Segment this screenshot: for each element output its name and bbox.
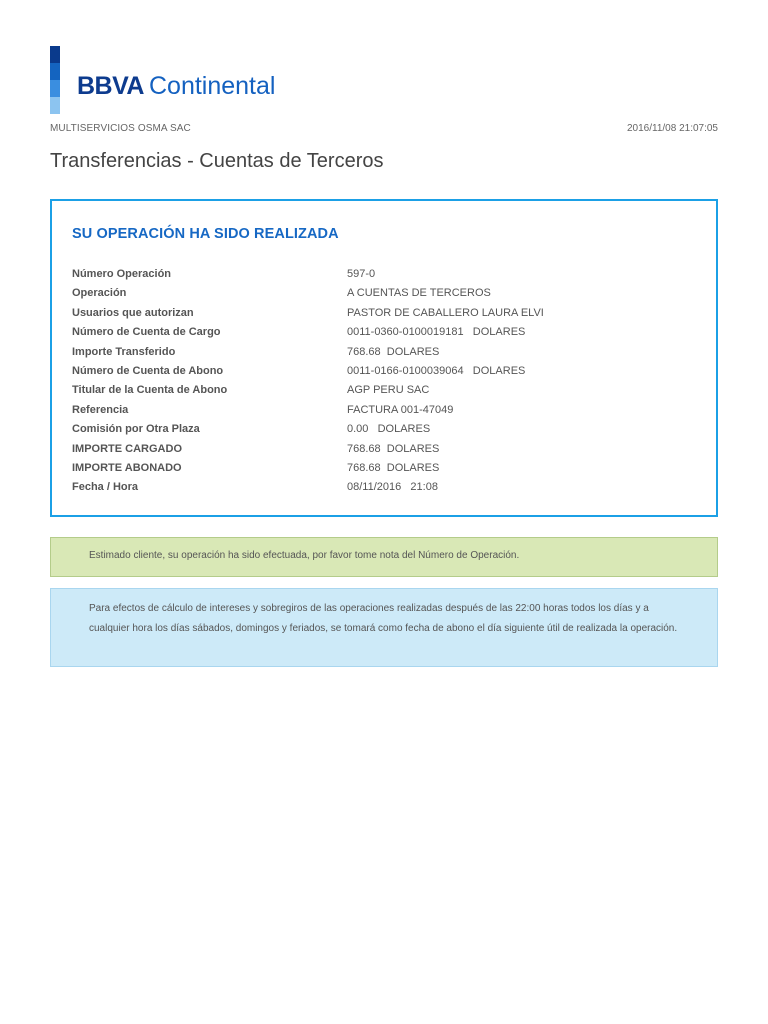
logo-continental-text: Continental [148,72,276,100]
success-notice [50,537,718,577]
detail-label: Número Operación [72,268,172,280]
logo-wordmark [77,74,275,99]
detail-row [72,284,692,303]
detail-row [72,323,692,342]
logo-bar-2 [50,63,60,80]
detail-value: 597-0 [347,268,376,280]
detail-label: Número de Cuenta de Cargo [72,326,221,339]
detail-row [72,362,692,381]
detail-label: Referencia [72,403,129,416]
operation-details-body [72,265,692,498]
result-heading: SU OPERACIÓN HA SIDO REALIZADA [72,226,339,242]
logo-bar-3 [50,80,60,97]
bbva-continental-logo [50,46,350,116]
detail-label: Operación [72,287,127,300]
detail-row [72,381,692,400]
detail-label: Usuarios que autorizan [72,306,194,319]
logo-mark-icon [50,46,60,114]
detail-value: 0.00 DOLARES [347,423,431,436]
detail-row [72,459,692,478]
detail-row [72,440,692,459]
detail-row [72,478,692,497]
detail-value: PASTOR DE CABALLERO LAURA ELVI [347,306,544,319]
logo-bbva-text: BBVA [77,72,144,100]
detail-label: Comisión por Otra Plaza [72,423,200,436]
detail-value: 0011-0360-0100019181 DOLARES [347,326,526,339]
detail-label: Titular de la Cuenta de Abono [72,384,228,397]
operation-result-panel [50,199,718,517]
page-title: Transferencias - Cuentas de Terceros [50,150,384,172]
company-name: MULTISERVICIOS OSMA SAC [50,123,191,134]
print-timestamp: 2016/11/08 21:07:05 [626,123,718,134]
detail-label: Importe Transferido [72,345,176,358]
logo-bar-4 [50,97,60,114]
detail-row [72,304,692,323]
detail-value: 768.68 DOLARES [347,442,440,455]
info-notice [50,588,718,667]
detail-row [72,343,692,362]
detail-value: 08/11/2016 21:08 [347,481,438,494]
logo-bar-1 [50,46,60,63]
detail-label: IMPORTE CARGADO [72,442,182,455]
detail-value: FACTURA 001-47049 [347,403,454,416]
success-notice-text: Estimado cliente, su operación ha sido efectuada, por favor tome nota del Número de Operación. [89,550,520,561]
detail-label: Número de Cuenta de Abono [72,365,224,378]
detail-value: A CUENTAS DE TERCEROS [347,287,491,300]
detail-value: 0011-0166-0100039064 DOLARES [347,365,526,378]
info-notice-text: Para efectos de cálculo de intereses y sobregiros de las operaciones realizadas después de las 22:00 horas todos los días y a cualquier hora los días sábados, domingos y feriados, se tomará como fecha de abono el día siguiente útil de realizada la operación. [89,603,678,634]
detail-value: 768.68 DOLARES [347,462,440,475]
detail-label: IMPORTE ABONADO [72,462,182,475]
detail-label: Fecha / Hora [72,481,139,494]
detail-value: AGP PERU SAC [347,384,430,397]
detail-row [72,420,692,439]
detail-row [72,401,692,420]
detail-row [72,265,692,284]
operation-details-table [72,265,692,498]
detail-value: 768.68 DOLARES [347,345,440,358]
